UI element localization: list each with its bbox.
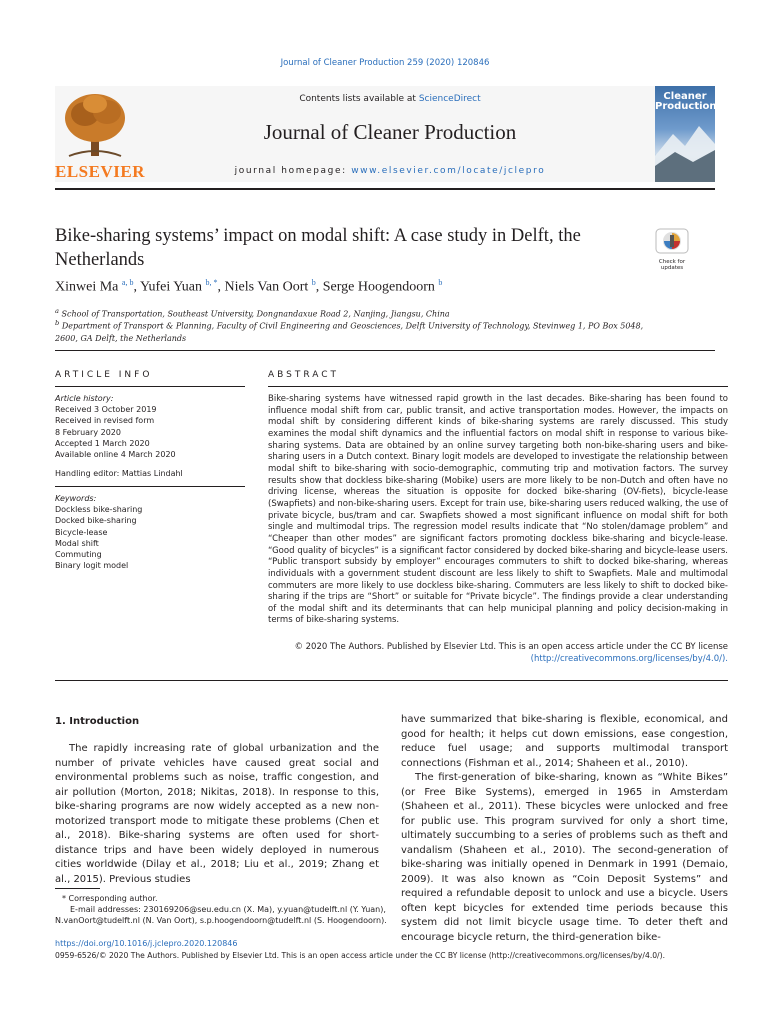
article-info-heading: ARTICLE INFO <box>55 370 153 380</box>
keyword-item: Modal shift <box>55 538 99 548</box>
abstract-body: Bike-sharing systems have witnessed rapid growth in the last decades. Bike-sharing has been found to influence modal shift from car, public transit, and active transportation modes. However, the impacts on modal shift by considering different kinds of bike-sharing systems are rarely discussed. This study examines the modal shift dynamics and the influential factors on modal shift in response to various bike-sharing systems. Data are obtained by an online survey targeting both non-bike-sharing users and bike-sharing users in a Dutch context. Binary logit models are developed to investigate the relationship between modal shift to bike-sharing with socio-demographic, commuting trip and motivation factors. The survey results show that dockless bike-sharing (Mobike) users are more likely to be non-Dutch and often have no driving license, whereas the situation is opposite for docked bike-sharing (OV-fiets), bicycle-lease (Swapfiets) and non-bike-sharing users. Except for train use, bike-sharing users reduced walking, the use of private bicycle, bus/tram and car. Swapfiets showed a most significant influence on modal shift for both single and multimodal trips. The regression model results indicate that “No stolen/damage problem” and “Cheaper than other modes” are significant factors promoting dockless bike-sharing and bicycle-lease. “Good quality of bicycles” is a significant factor considered by docked bike-sharing and bicycle-lease users. “Public transport subsidy by employer” encourages commuters to shift to docked bike-sharing, whereas individuals with a government student discount are less likely to shift to Swapfiets. Male and multimodal commuters are more likely to use dockless bike-sharing. Commuters are less likely to shift to docked bike-sharing if the trips are “Short” or suitable for “Private bicycle”. The findings provide a clear understanding of the modal shift and its determinants that can help municipal planning and policy decision-making in terms of bike-sharing systems. <box>268 394 728 626</box>
journal-homepage <box>140 166 640 176</box>
author-name: Xinwei Ma <box>55 279 119 295</box>
footnote-rule <box>55 888 100 889</box>
author-affiliation-mark[interactable]: b <box>438 278 443 287</box>
intro-right-paragraph-2: The first-generation of bike-sharing, known as “White Bikes” (or Free Bike Systems), emerged in 1965 in Amsterdam (Shaheen et al., 2011). These bicycles were unlocked and free for public use. This program survived for only a short time, ultimately succumbing to a series of problems such as theft and vandalism (Shaheen et al., 2010). The second-generation of bike-sharing was initially opened in Denmark in 1991 (Demaio, 2009). It was also known as “Coin Deposit Systems” and required a refundable deposit to unlock and use a bicycle. Users often kept bicycles for extended time periods because this system did not limit bicycle usage time. To deter theft and encourage bicycle return, the third-generation bike- <box>401 772 728 943</box>
author-name: Serge Hoogendoorn <box>322 279 435 295</box>
cover-title: Cleaner Production <box>655 91 717 112</box>
author-affiliation-mark[interactable]: b, * <box>205 278 218 287</box>
header-rule <box>55 188 715 190</box>
intro-right-paragraph-1: have summarized that bike-sharing is flexible, economical, and good for health; it helps cut down emissions, ease congestion, reduce fuel usage; and supports multimodal transport connections (Fishman et al., 2014; Shaheen et al., 2010). <box>401 714 728 769</box>
abstract-license-line: © 2020 The Authors. Published by Elsevier Ltd. This is an open access article under the CC BY license <box>294 642 728 652</box>
elsevier-wordmark[interactable]: ELSEVIER <box>55 162 145 181</box>
author-list <box>55 278 655 296</box>
keyword-item: Binary logit model <box>55 561 129 571</box>
email-addresses-line2[interactable]: N.vanOort@tudelft.nl (N. Van Oort), s.p.hoogendoorn@tudelft.nl (S. Hoogendoorn). <box>55 916 387 925</box>
author-name: Yufei Yuan <box>139 279 203 295</box>
abstract-heading: ABSTRACT <box>268 370 340 380</box>
email-addresses-line1[interactable]: E-mail addresses: 230169206@seu.edu.cn (X. Ma), y.yuan@tudelft.nl (Y. Yuan), <box>70 905 386 914</box>
cc-license-link[interactable]: (http://creativecommons.org/licenses/by/4.0/). <box>530 654 728 664</box>
affiliation-text: School of Transportation, Southeast University, Dongnandaxue Road 2, Nanjing, Jiangsu, China <box>61 309 450 319</box>
affiliation-b <box>55 317 655 345</box>
journal-title: Journal of Cleaner Production <box>263 120 517 144</box>
affiliation-text: Department of Transport & Planning, Faculty of Civil Engineering and Geosciences, Delft University of Technology, Stevinweg 1, PO Box 5048, 2600, GA Delft, the Netherlands <box>55 321 644 343</box>
history-item: Received 3 October 2019 <box>55 405 157 415</box>
keyword-item: Commuting <box>55 550 102 560</box>
author-separator: , <box>217 279 225 295</box>
history-item: 8 February 2020 <box>55 427 121 437</box>
abstract-bottom-rule <box>55 680 728 681</box>
history-item: Received in revised form <box>55 416 155 426</box>
corresponding-author-note: * Corresponding author. <box>62 894 158 903</box>
abstract-rule <box>268 386 728 387</box>
affiliation-mark: a <box>55 307 59 315</box>
homepage-prefix: journal homepage: <box>234 166 352 176</box>
history-item: Available online 4 March 2020 <box>55 450 176 460</box>
check-for-updates-badge[interactable] <box>655 228 689 271</box>
sciencedirect-link[interactable]: ScienceDirect <box>418 94 481 104</box>
author-affiliation-mark[interactable]: b <box>311 278 316 287</box>
keyword-item: Dockless bike-sharing <box>55 505 143 515</box>
crossmark-label: Check for updates <box>658 259 686 271</box>
author-separator: , <box>133 279 140 295</box>
keywords-rule <box>55 486 245 487</box>
section-heading-introduction: 1. Introduction <box>55 716 140 727</box>
intro-left-paragraph: The rapidly increasing rate of global urbanization and the number of private vehicles have caused great social and environmental problems such as noise, traffic congestion, and air pollution (Morton, 2018; Nikitas, 2018). In response to this, bike-sharing programs are now widely accepted as a new non-motorized transport mode to mitigate these problems (Chen et al., 2018). Bike-sharing systems are often used for short-distance trips and have been widely deployed in numerous cities worldwide (Dilay et al., 2018; Liu et al., 2019; Zhang et al., 2015). Previous studies <box>55 743 379 885</box>
keywords-block <box>55 493 245 571</box>
contents-prefix: Contents lists available at <box>299 94 419 104</box>
article-title: Bike-sharing systems’ impact on modal shift: A case study in Delft, the Netherlands <box>55 226 581 270</box>
history-label: Article history: <box>55 394 114 403</box>
author-separator: , <box>315 279 323 295</box>
issn-license-line: 0959-6526/© 2020 The Authors. Published by Elsevier Ltd. This is an open access article under the CC BY license (http://creativecommons.org/licenses/by/4.0/). <box>55 951 665 960</box>
keyword-item: Docked bike-sharing <box>55 516 137 526</box>
handling-editor: Handling editor: Mattias Lindahl <box>55 469 183 479</box>
affiliation-mark: b <box>55 319 60 327</box>
keyword-item: Bicycle-lease <box>55 527 108 537</box>
doi-link[interactable]: https://doi.org/10.1016/j.jclepro.2020.120846 <box>55 939 238 948</box>
journal-reference[interactable]: Journal of Cleaner Production 259 (2020) 120846 <box>280 58 490 68</box>
article-history <box>55 393 245 479</box>
contents-line <box>140 94 640 104</box>
crossmark-icon <box>655 228 689 254</box>
keywords-label: Keywords: <box>55 494 97 503</box>
author-name: Niels Van Oort <box>224 279 309 295</box>
article-info-rule <box>55 386 245 387</box>
section-rule <box>55 350 715 351</box>
author-affiliation-mark[interactable]: a, b <box>121 278 134 287</box>
history-item: Accepted 1 March 2020 <box>55 438 150 448</box>
homepage-link[interactable]: www.elsevier.com/locate/jclepro <box>351 166 546 176</box>
